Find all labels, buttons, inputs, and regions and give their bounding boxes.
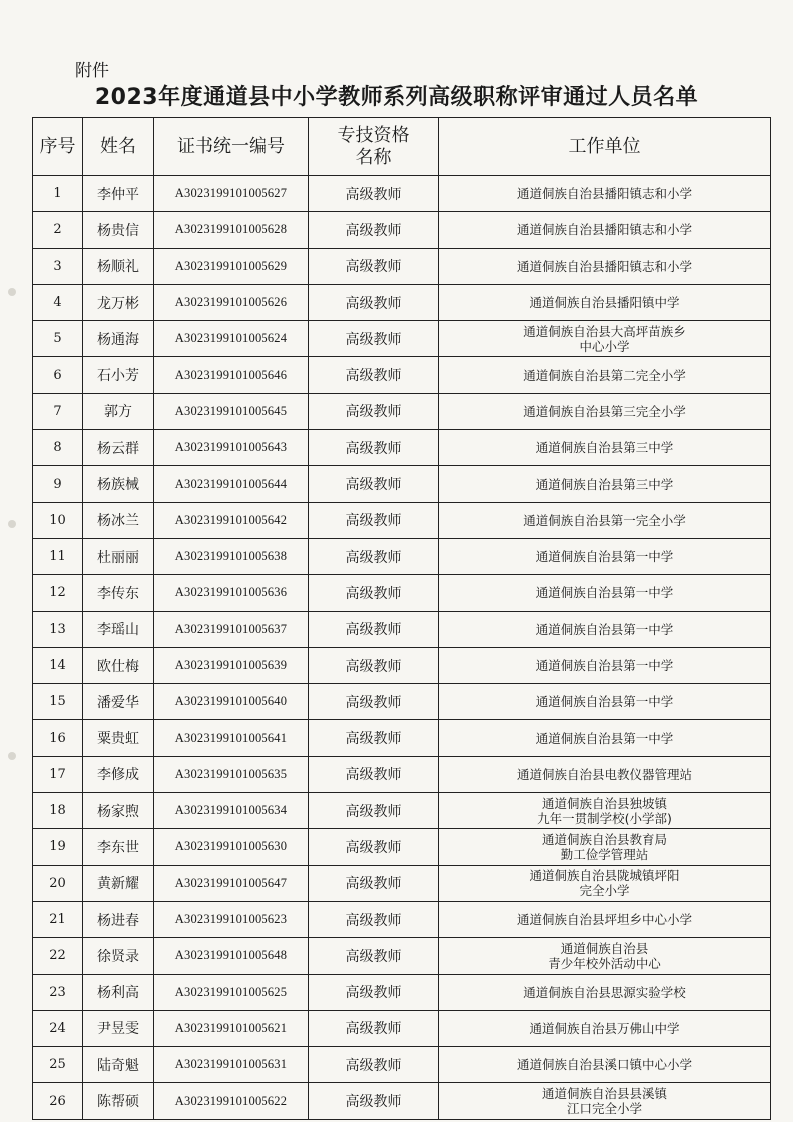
teacher-name: 尹昱雯 bbox=[83, 1010, 154, 1046]
row-number: 19 bbox=[33, 829, 83, 865]
work-unit: 通道侗族自治县第一中学 bbox=[439, 684, 771, 720]
row-number: 23 bbox=[33, 974, 83, 1010]
qualification-name: 高级教师 bbox=[309, 1047, 439, 1083]
row-number: 3 bbox=[33, 248, 83, 284]
teacher-name: 潘爱华 bbox=[83, 684, 154, 720]
certificate-number: A3023199101005630 bbox=[154, 829, 309, 865]
row-number: 17 bbox=[33, 756, 83, 792]
punch-hole-mark bbox=[8, 288, 16, 296]
teacher-name: 郭方 bbox=[83, 393, 154, 429]
row-number: 11 bbox=[33, 538, 83, 574]
table-row bbox=[33, 248, 771, 284]
certificate-number: A3023199101005646 bbox=[154, 357, 309, 393]
table-row bbox=[33, 684, 771, 720]
teacher-name: 杨家煦 bbox=[83, 793, 154, 829]
table-row bbox=[33, 793, 771, 829]
qualification-name: 高级教师 bbox=[309, 938, 439, 974]
certificate-number: A3023199101005626 bbox=[154, 284, 309, 320]
teacher-name: 龙万彬 bbox=[83, 284, 154, 320]
table-row bbox=[33, 1010, 771, 1046]
qualification-name: 高级教师 bbox=[309, 829, 439, 865]
teacher-name: 杨进春 bbox=[83, 901, 154, 937]
row-number: 4 bbox=[33, 284, 83, 320]
table-header-row bbox=[33, 118, 771, 176]
certificate-number: A3023199101005629 bbox=[154, 248, 309, 284]
certificate-number: A3023199101005628 bbox=[154, 212, 309, 248]
certificate-number: A3023199101005631 bbox=[154, 1047, 309, 1083]
work-unit: 通道侗族自治县第一中学 bbox=[439, 575, 771, 611]
table-row bbox=[33, 176, 771, 212]
qualification-name: 高级教师 bbox=[309, 974, 439, 1010]
teacher-name: 杨利高 bbox=[83, 974, 154, 1010]
certificate-number: A3023199101005638 bbox=[154, 538, 309, 574]
table-row bbox=[33, 502, 771, 538]
work-unit: 通道侗族自治县播阳镇中学 bbox=[439, 284, 771, 320]
table-row bbox=[33, 575, 771, 611]
row-number: 18 bbox=[33, 793, 83, 829]
row-number: 10 bbox=[33, 502, 83, 538]
qualification-name: 高级教师 bbox=[309, 1010, 439, 1046]
table-row bbox=[33, 865, 771, 901]
certificate-number: A3023199101005634 bbox=[154, 793, 309, 829]
qualification-name: 高级教师 bbox=[309, 357, 439, 393]
attachment-label: 附件 bbox=[75, 61, 109, 81]
column-header-certificate: 证书统一编号 bbox=[154, 118, 309, 176]
qualification-name: 高级教师 bbox=[309, 393, 439, 429]
table-row bbox=[33, 720, 771, 756]
table-row bbox=[33, 212, 771, 248]
certificate-number: A3023199101005642 bbox=[154, 502, 309, 538]
work-unit: 通道侗族自治县第一中学 bbox=[439, 611, 771, 647]
teacher-name: 李修成 bbox=[83, 756, 154, 792]
table-row bbox=[33, 284, 771, 320]
teacher-name: 石小芳 bbox=[83, 357, 154, 393]
table-row bbox=[33, 1047, 771, 1083]
table-row bbox=[33, 393, 771, 429]
work-unit: 通道侗族自治县大高坪苗族乡 中心小学 bbox=[439, 321, 771, 357]
qualification-name: 高级教师 bbox=[309, 538, 439, 574]
table-row bbox=[33, 538, 771, 574]
row-number: 21 bbox=[33, 901, 83, 937]
certificate-number: A3023199101005639 bbox=[154, 647, 309, 683]
qualification-name: 高级教师 bbox=[309, 430, 439, 466]
certificate-number: A3023199101005621 bbox=[154, 1010, 309, 1046]
qualification-name: 高级教师 bbox=[309, 611, 439, 647]
work-unit: 通道侗族自治县第一中学 bbox=[439, 647, 771, 683]
row-number: 15 bbox=[33, 684, 83, 720]
teacher-name: 杨顺礼 bbox=[83, 248, 154, 284]
qualification-name: 高级教师 bbox=[309, 901, 439, 937]
teacher-name: 杨贵信 bbox=[83, 212, 154, 248]
work-unit: 通道侗族自治县陇城镇坪阳 完全小学 bbox=[439, 865, 771, 901]
work-unit: 通道侗族自治县独坡镇 九年一贯制学校(小学部) bbox=[439, 793, 771, 829]
approved-teachers-table bbox=[32, 117, 771, 1120]
qualification-name: 高级教师 bbox=[309, 647, 439, 683]
row-number: 22 bbox=[33, 938, 83, 974]
qualification-name: 高级教师 bbox=[309, 284, 439, 320]
work-unit: 通道侗族自治县第一中学 bbox=[439, 538, 771, 574]
work-unit: 通道侗族自治县万佛山中学 bbox=[439, 1010, 771, 1046]
teacher-name: 陆奇魁 bbox=[83, 1047, 154, 1083]
table-row bbox=[33, 756, 771, 792]
row-number: 5 bbox=[33, 321, 83, 357]
teacher-name: 李仲平 bbox=[83, 176, 154, 212]
punch-hole-mark bbox=[8, 520, 16, 528]
work-unit: 通道侗族自治县第三完全小学 bbox=[439, 393, 771, 429]
row-number: 13 bbox=[33, 611, 83, 647]
table-row bbox=[33, 611, 771, 647]
work-unit: 通道侗族自治县思源实验学校 bbox=[439, 974, 771, 1010]
table-body bbox=[33, 176, 771, 1120]
work-unit: 通道侗族自治县第二完全小学 bbox=[439, 357, 771, 393]
table-row bbox=[33, 357, 771, 393]
certificate-number: A3023199101005623 bbox=[154, 901, 309, 937]
qualification-name: 高级教师 bbox=[309, 466, 439, 502]
qualification-name: 高级教师 bbox=[309, 502, 439, 538]
table-row bbox=[33, 647, 771, 683]
qualification-name: 高级教师 bbox=[309, 1083, 439, 1119]
qualification-name: 高级教师 bbox=[309, 212, 439, 248]
row-number: 25 bbox=[33, 1047, 83, 1083]
punch-hole-mark bbox=[8, 752, 16, 760]
qualification-name: 高级教师 bbox=[309, 720, 439, 756]
certificate-number: A3023199101005627 bbox=[154, 176, 309, 212]
qualification-name: 高级教师 bbox=[309, 793, 439, 829]
work-unit: 通道侗族自治县第一完全小学 bbox=[439, 502, 771, 538]
certificate-number: A3023199101005636 bbox=[154, 575, 309, 611]
work-unit: 通道侗族自治县第三中学 bbox=[439, 430, 771, 466]
teacher-name: 李传东 bbox=[83, 575, 154, 611]
row-number: 12 bbox=[33, 575, 83, 611]
certificate-number: A3023199101005645 bbox=[154, 393, 309, 429]
table-row bbox=[33, 901, 771, 937]
teacher-name: 粟贵虹 bbox=[83, 720, 154, 756]
document-title: 2023年度通道县中小学教师系列高级职称评审通过人员名单 bbox=[94, 85, 699, 110]
teacher-name: 李东世 bbox=[83, 829, 154, 865]
work-unit: 通道侗族自治县溪口镇中心小学 bbox=[439, 1047, 771, 1083]
certificate-number: A3023199101005641 bbox=[154, 720, 309, 756]
certificate-number: A3023199101005640 bbox=[154, 684, 309, 720]
certificate-number: A3023199101005647 bbox=[154, 865, 309, 901]
work-unit: 通道侗族自治县坪坦乡中心小学 bbox=[439, 901, 771, 937]
certificate-number: A3023199101005637 bbox=[154, 611, 309, 647]
column-header-number: 序号 bbox=[33, 118, 83, 176]
qualification-name: 高级教师 bbox=[309, 248, 439, 284]
certificate-number: A3023199101005648 bbox=[154, 938, 309, 974]
row-number: 7 bbox=[33, 393, 83, 429]
work-unit: 通道侗族自治县 青少年校外活动中心 bbox=[439, 938, 771, 974]
row-number: 14 bbox=[33, 647, 83, 683]
certificate-number: A3023199101005635 bbox=[154, 756, 309, 792]
row-number: 20 bbox=[33, 865, 83, 901]
table-row bbox=[33, 321, 771, 357]
work-unit: 通道侗族自治县播阳镇志和小学 bbox=[439, 176, 771, 212]
row-number: 9 bbox=[33, 466, 83, 502]
table-row bbox=[33, 466, 771, 502]
teacher-name: 徐贤录 bbox=[83, 938, 154, 974]
teacher-name: 欧仕梅 bbox=[83, 647, 154, 683]
work-unit: 通道侗族自治县第三中学 bbox=[439, 466, 771, 502]
teacher-name: 杜丽丽 bbox=[83, 538, 154, 574]
qualification-name: 高级教师 bbox=[309, 684, 439, 720]
row-number: 2 bbox=[33, 212, 83, 248]
column-header-name: 姓名 bbox=[83, 118, 154, 176]
work-unit: 通道侗族自治县播阳镇志和小学 bbox=[439, 248, 771, 284]
work-unit: 通道侗族自治县第一中学 bbox=[439, 720, 771, 756]
row-number: 26 bbox=[33, 1083, 83, 1119]
qualification-name: 高级教师 bbox=[309, 575, 439, 611]
certificate-number: A3023199101005624 bbox=[154, 321, 309, 357]
teacher-name: 黄新耀 bbox=[83, 865, 154, 901]
teacher-name: 李瑶山 bbox=[83, 611, 154, 647]
work-unit: 通道侗族自治县播阳镇志和小学 bbox=[439, 212, 771, 248]
row-number: 16 bbox=[33, 720, 83, 756]
work-unit: 通道侗族自治县教育局 勤工俭学管理站 bbox=[439, 829, 771, 865]
teacher-name: 陈帮硕 bbox=[83, 1083, 154, 1119]
qualification-name: 高级教师 bbox=[309, 321, 439, 357]
teacher-name: 杨族械 bbox=[83, 466, 154, 502]
teacher-name: 杨云群 bbox=[83, 430, 154, 466]
table-row bbox=[33, 829, 771, 865]
work-unit: 通道侗族自治县县溪镇 江口完全小学 bbox=[439, 1083, 771, 1119]
qualification-name: 高级教师 bbox=[309, 756, 439, 792]
qualification-name: 高级教师 bbox=[309, 865, 439, 901]
certificate-number: A3023199101005644 bbox=[154, 466, 309, 502]
table-row bbox=[33, 430, 771, 466]
qualification-name: 高级教师 bbox=[309, 176, 439, 212]
certificate-number: A3023199101005643 bbox=[154, 430, 309, 466]
row-number: 24 bbox=[33, 1010, 83, 1046]
certificate-number: A3023199101005625 bbox=[154, 974, 309, 1010]
table-row bbox=[33, 1083, 771, 1119]
teacher-name: 杨通海 bbox=[83, 321, 154, 357]
row-number: 6 bbox=[33, 357, 83, 393]
table-row bbox=[33, 974, 771, 1010]
column-header-qualification: 专技资格 名称 bbox=[309, 118, 439, 176]
table-row bbox=[33, 938, 771, 974]
row-number: 1 bbox=[33, 176, 83, 212]
row-number: 8 bbox=[33, 430, 83, 466]
column-header-work-unit: 工作单位 bbox=[439, 118, 771, 176]
work-unit: 通道侗族自治县电教仪器管理站 bbox=[439, 756, 771, 792]
teacher-name: 杨冰兰 bbox=[83, 502, 154, 538]
certificate-number: A3023199101005622 bbox=[154, 1083, 309, 1119]
